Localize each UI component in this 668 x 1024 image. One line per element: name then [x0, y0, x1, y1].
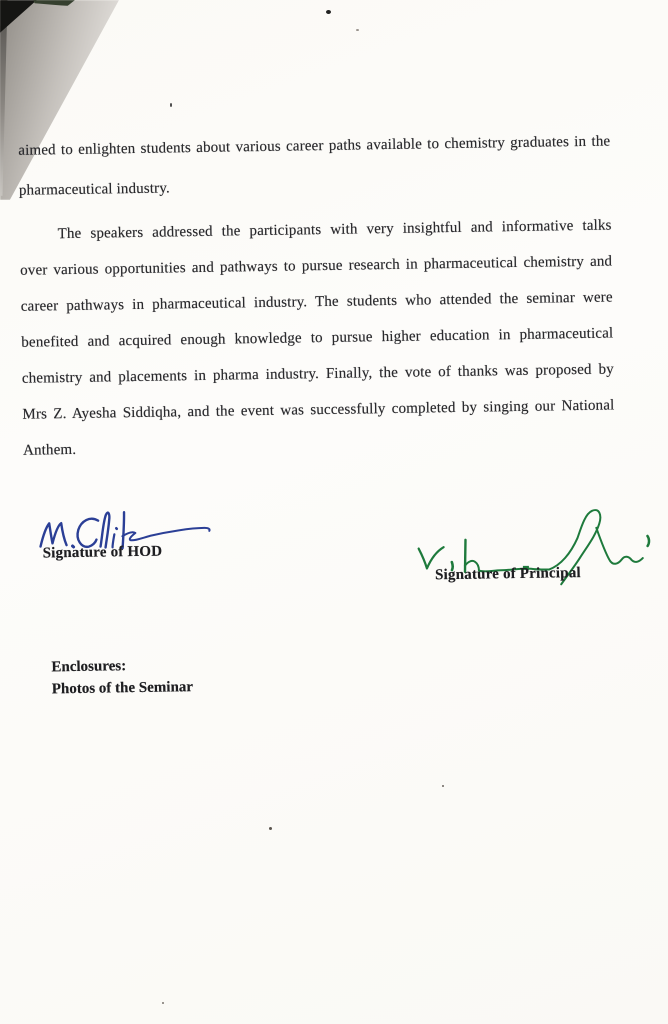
body-line: pharmaceutical industry. — [18, 180, 170, 199]
dust-speck — [326, 10, 331, 14]
paragraph-speakers — [19, 207, 615, 468]
dust-speck — [269, 827, 272, 830]
dust-speck — [162, 1002, 164, 1004]
dust-speck — [442, 785, 444, 787]
hod-signature-label: Signature of HOD — [42, 543, 163, 562]
body-line: Anthem. — [22, 441, 77, 459]
enclosures-heading: Enclosures: — [51, 658, 127, 676]
dust-speck — [170, 103, 172, 107]
paragraph-continuation — [18, 122, 611, 211]
body-line: chemistry and placements in pharma industry. Finally, the vote of thanks was proposed by — [21, 361, 614, 387]
body-line: Mrs Z. Ayesha Siddiqha, and the event was successfully completed by singing our National — [22, 397, 615, 423]
principal-signature-label: Signature of Principal — [434, 565, 581, 584]
enclosures-block — [51, 654, 193, 700]
body-line: The speakers addressed the participants with very insightful and informative talks — [57, 217, 612, 243]
body-line: benefited and acquired enough knowledge to pursue higher education in pharmaceutical — [21, 325, 614, 351]
body-line: career pathways in pharmaceutical industry. The students who attended the seminar were — [20, 289, 613, 315]
page-content — [18, 122, 620, 771]
body-line: aimed to enlighten students about various career paths available to chemistry graduates in the — [18, 133, 611, 159]
dust-speck — [356, 29, 359, 31]
body-line: over various opportunities and pathways to pursue research in pharmaceutical chemistry and — [20, 253, 613, 279]
enclosures-item: Photos of the Seminar — [51, 679, 194, 698]
